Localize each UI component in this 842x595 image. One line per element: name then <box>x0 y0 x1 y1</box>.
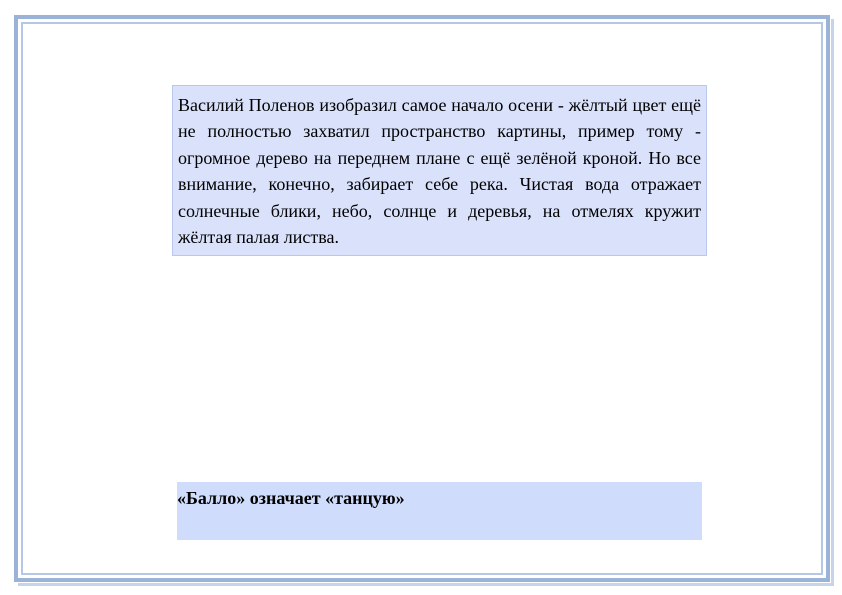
description-text-box <box>172 85 707 256</box>
caption-text-box <box>177 482 702 540</box>
description-paragraph: Василий Поленов изобразил самое начало осени - жёлтый цвет ещё не полностью захватил пространство картины, пример тому - огромное дерево на переднем плане с ещё зелёной кроной. Но все внимание, конечно, забирает себе река. Чистая вода отражает солнечные блики, небо, солнце и деревья, на отмелях кружит жёлтая палая листва. <box>178 95 701 248</box>
caption-text: «Балло» означает «танцую» <box>177 488 405 508</box>
